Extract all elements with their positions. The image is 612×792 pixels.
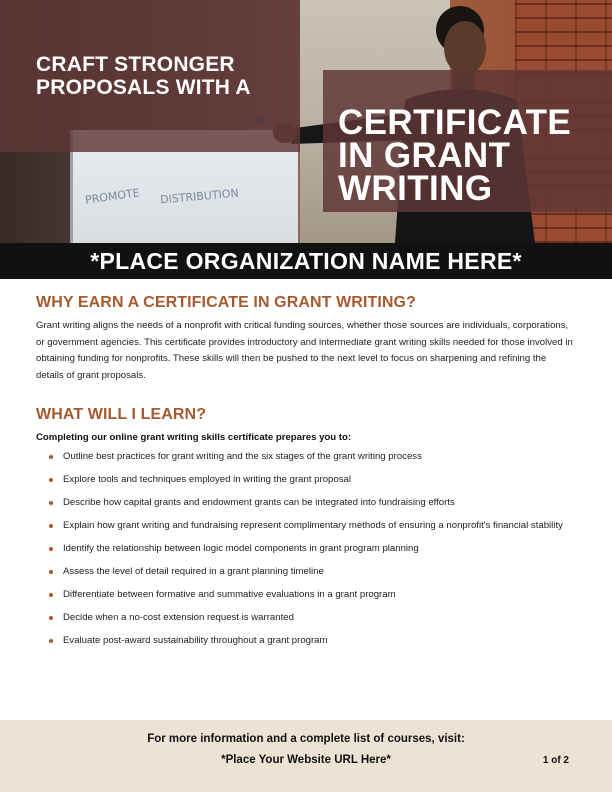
bullet-icon <box>49 547 53 551</box>
list-item <box>36 611 576 625</box>
bullet-icon <box>49 478 53 482</box>
list-item-text: Describe how capital grants and endowment grants can be integrated into fundraising efforts <box>63 497 455 508</box>
bullet-icon <box>49 524 53 528</box>
bullet-icon <box>49 501 53 505</box>
list-item <box>36 496 576 510</box>
learning-outcomes-list <box>36 450 576 648</box>
organization-band <box>0 243 612 279</box>
bullet-icon <box>49 455 53 459</box>
main-content <box>36 294 576 657</box>
list-item-text: Explain how grant writing and fundraising represent complimentary methods of ensuring a nonprofit's financial stability <box>63 520 563 531</box>
list-item-text: Explore tools and techniques employed in writing the grant proposal <box>63 474 351 485</box>
list-item <box>36 450 576 464</box>
list-item-text: Differentiate between formative and summative evaluations in a grant program <box>63 589 396 600</box>
bullet-icon <box>49 639 53 643</box>
hero-tagline: CRAFT STRONGER PROPOSALS WITH A <box>36 53 251 99</box>
why-body: Grant writing aligns the needs of a nonprofit with critical funding sources, whether those sources are individuals, corporations, or government agencies. This certificate provides introductory and intermediate grant writing skills needed for those involved in obtaining funding for nonprofits. These skills will then be pushed to the next level to focus on sharpening and refining the details of grant proposals. <box>36 320 573 381</box>
whiteboard-word: PROMOTE <box>84 186 141 207</box>
list-item <box>36 634 576 648</box>
page-number: 1 of 2 <box>542 755 569 766</box>
list-item-text: Outline best practices for grant writing and the six stages of the grant writing process <box>63 451 422 462</box>
list-item <box>36 519 576 533</box>
bullet-icon <box>49 570 53 574</box>
list-item-text: Decide when a no-cost extension request is warranted <box>63 612 294 623</box>
footer <box>0 720 612 792</box>
footer-info-text: For more information and a complete list of courses, visit: <box>147 733 465 745</box>
list-item-text: Identify the relationship between logic model components in grant program planning <box>63 543 419 554</box>
list-item <box>36 473 576 487</box>
hero-title: CERTIFICATE IN GRANT WRITING <box>338 103 572 208</box>
list-item <box>36 565 576 579</box>
list-item <box>36 542 576 556</box>
list-item-text: Assess the level of detail required in a grant planning timeline <box>63 566 324 577</box>
organization-name: *PLACE ORGANIZATION NAME HERE* <box>90 247 522 274</box>
hero-banner <box>0 0 612 243</box>
learn-heading: WHAT WILL I LEARN? <box>36 406 207 423</box>
website-url-link[interactable]: *Place Your Website URL Here* <box>221 754 391 766</box>
why-heading: WHY EARN A CERTIFICATE IN GRANT WRITING? <box>36 294 416 311</box>
bullet-icon <box>49 593 53 597</box>
bullet-icon <box>49 616 53 620</box>
list-item-text: Evaluate post-award sustainability throughout a grant program <box>63 635 328 646</box>
learn-lead: Completing our online grant writing skills certificate prepares you to: <box>36 432 352 443</box>
list-item <box>36 588 576 602</box>
whiteboard-word: DISTRIBUTION <box>159 186 240 207</box>
